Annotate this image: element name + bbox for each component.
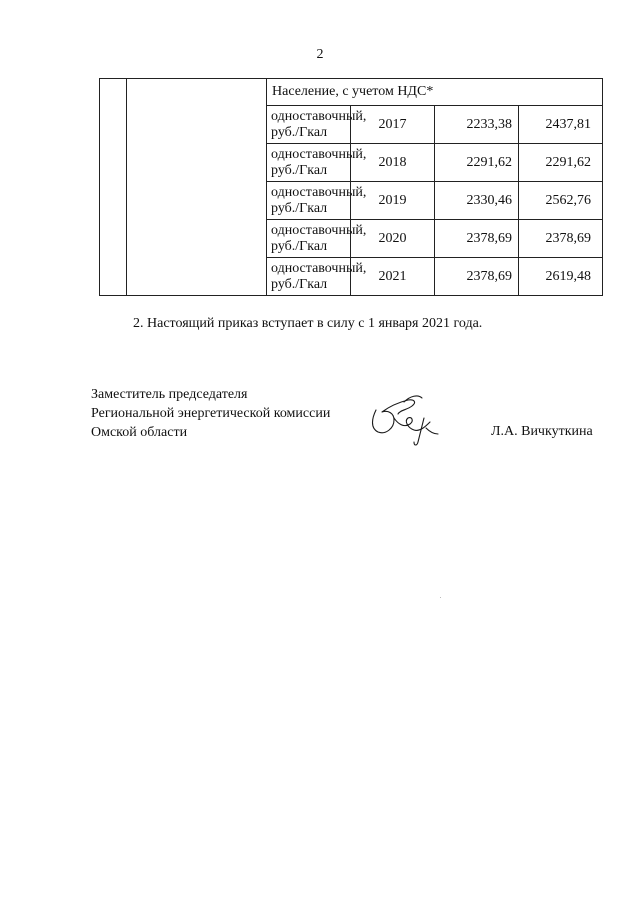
signer-position-line2: Региональной энергетической комиссии (91, 406, 331, 421)
second-half-value-cell: 2291,62 (519, 144, 603, 182)
table-cell-empty-1 (100, 79, 127, 296)
tariff-type-line1: одноставочный, (271, 184, 367, 200)
tariff-type-line1: одноставочный, (271, 108, 367, 124)
first-half-value-cell: 2378,69 (435, 258, 519, 296)
second-half-value-cell: 2619,48 (519, 258, 603, 296)
tariff-unit-line: руб./Гкал (271, 162, 328, 178)
page-number: 2 (316, 47, 324, 62)
first-half-value-cell: 2291,62 (435, 144, 519, 182)
table-cell-empty-2 (127, 79, 267, 296)
year-cell: 2018 (351, 144, 435, 182)
scan-speck (440, 597, 441, 598)
effective-date-paragraph: 2. Настоящий приказ вступает в силу с 1 января 2021 года. (133, 316, 483, 331)
first-half-value-cell: 2233,38 (435, 106, 519, 144)
tariff-type-cell (267, 220, 367, 258)
second-half-value-cell: 2378,69 (519, 220, 603, 258)
tariff-unit-line: руб./Гкал (271, 238, 328, 254)
tariff-table (99, 78, 603, 296)
tariff-unit-line: руб./Гкал (271, 276, 328, 292)
signer-position-line1: Заместитель председателя (91, 387, 248, 402)
second-half-value-cell: 2437,81 (519, 106, 603, 144)
tariff-type-line1: одноставочный, (271, 222, 367, 238)
tariff-type-cell (267, 182, 367, 220)
year-cell: 2020 (351, 220, 435, 258)
tariff-type-line1: одноставочный, (271, 260, 367, 276)
tariff-type-cell (267, 144, 367, 182)
signer-position (91, 385, 330, 442)
first-half-value-cell: 2330,46 (435, 182, 519, 220)
group-header-cell: Население, с учетом НДС* (267, 79, 603, 106)
tariff-unit-line: руб./Гкал (271, 200, 328, 216)
tariff-type-cell (267, 258, 367, 296)
tariff-type-line1: одноставочный, (271, 146, 367, 162)
signer-position-line3: Омской области (91, 425, 188, 440)
handwritten-signature-icon (364, 388, 444, 448)
first-half-value-cell: 2378,69 (435, 220, 519, 258)
table-group-row (100, 79, 603, 106)
year-cell: 2021 (351, 258, 435, 296)
second-half-value-cell: 2562,76 (519, 182, 603, 220)
signer-name: Л.А. Вичкуткина (491, 424, 593, 439)
tariff-unit-line: руб./Гкал (271, 124, 328, 140)
year-cell: 2017 (351, 106, 435, 144)
tariff-type-cell (267, 106, 367, 144)
year-cell: 2019 (351, 182, 435, 220)
